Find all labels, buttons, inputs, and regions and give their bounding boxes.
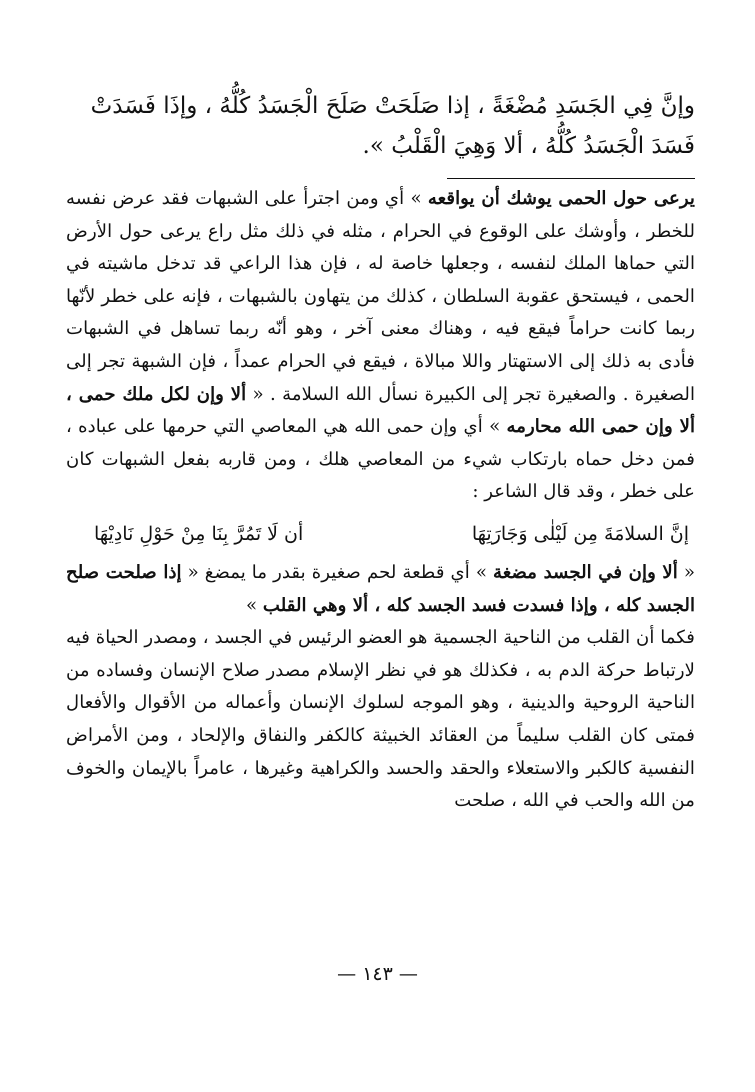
page-number: — ١٤٣ — bbox=[337, 963, 418, 985]
verse-hemistich-right: إنَّ السلامَةَ مِن لَيْلٰى وَجَارَتِهَا bbox=[471, 522, 689, 545]
commentary-paragraph-1 bbox=[66, 183, 695, 509]
commentary bbox=[66, 183, 695, 818]
verse-hemistich-left: أن لَا تَمُرَّ بِنَا مِنْ حَوْلِ نَادِيْهَا bbox=[94, 522, 304, 545]
paragraph-text: » أي وإن حمى الله هي المعاصي التي حرمها على عباده ، فمن دخل حماه بارتكاب شيء من المعاصي هلك ، ومن قاربه بفعل الشبهات كان على خطر ، وقد قال الشاعر : bbox=[66, 416, 695, 503]
bold-quote: ألا وإن لكل ملك حمى ، ألا وإن حمى الله محارمه bbox=[66, 383, 695, 438]
hadith-line-1: وإنَّ فِي الجَسَدِ مُضْغَةً ، إذا صَلَحَتْ صَلَحَ الْجَسَدُ كُلُّهُ ، وإذَا فَسَدَتْ bbox=[90, 93, 695, 119]
hadith-line-2: فَسَدَ الْجَسَدُ كُلُّهُ ، ألا وَهِيَ الْقَلْبُ ». bbox=[362, 133, 695, 159]
quote-close: » bbox=[245, 594, 263, 616]
commentary-paragraph-2 bbox=[66, 557, 695, 622]
paragraph-text: » أي ومن اجترأ على الشبهات فقد عرض نفسه للخطر ، وأوشك على الوقوع في الحرام ، مثله في ذلك مثل راع يرعى حول الأرض التي حماها الملك لنفسه ، وجعلها خاصة له ، فإن هذا الراعي قد تدخل ماشيته في الحمى ، فيستحق عقوبة السلطان ، كذلك من يتهاون بالشبهات ، فإنه على خطر لأنّها ربما كانت حراماً فيقع فيه ، وهناك معنى آخر ، وهو أنّه ربما تساهل في الشبهات فأدى به ذلك إلى الاستهتار واللا مبالاة ، فيقع في الحرام عمداً ، فإن الشبهة تجر إلى الصغيرة . والصغيرة تجر إلى الكبيرة نسأل الله السلامة . « bbox=[66, 188, 696, 405]
paragraph-text: » أي قطعة لحم صغيرة بقدر ما يمضغ « bbox=[181, 561, 493, 583]
quote-open: « bbox=[677, 561, 695, 583]
poetry-verse bbox=[66, 509, 695, 557]
bold-lead: يرعى حول الحمى يوشك أن يواقعه bbox=[427, 188, 695, 209]
commentary-paragraph-3: فكما أن القلب من الناحية الجسمية هو العضو الرئيس في الجسد ، ومصدر الحياة فيه لارتباط حركة الدم به ، فكذلك هو في نظر الإسلام مصدر صلاح الإنسان وفساده من الناحية الروحية والدينية ، وهو الموجه لسلوك الإنسان وأعماله من الأقوال والأفعال فمتى كان القلب سليماً من العقائد الخبيثة كالكفر والنفاق والإلحاد ، ومن الأمراض النفسية كالكبر والاستعلاء والحقد والحسد والكراهية وغيرها ، عامراً بالإيمان والخوف من الله والحب في الله ، صلحت bbox=[66, 627, 695, 812]
bold-quote: ألا وإن في الجسد مضغة bbox=[492, 561, 678, 583]
bold-quote: إذا صلحت صلح الجسد كله ، وإذا فسدت فسد الجسد كله ، ألا وهي القلب bbox=[66, 561, 695, 616]
footnote-divider bbox=[447, 178, 695, 179]
hadith-excerpt bbox=[66, 0, 695, 166]
